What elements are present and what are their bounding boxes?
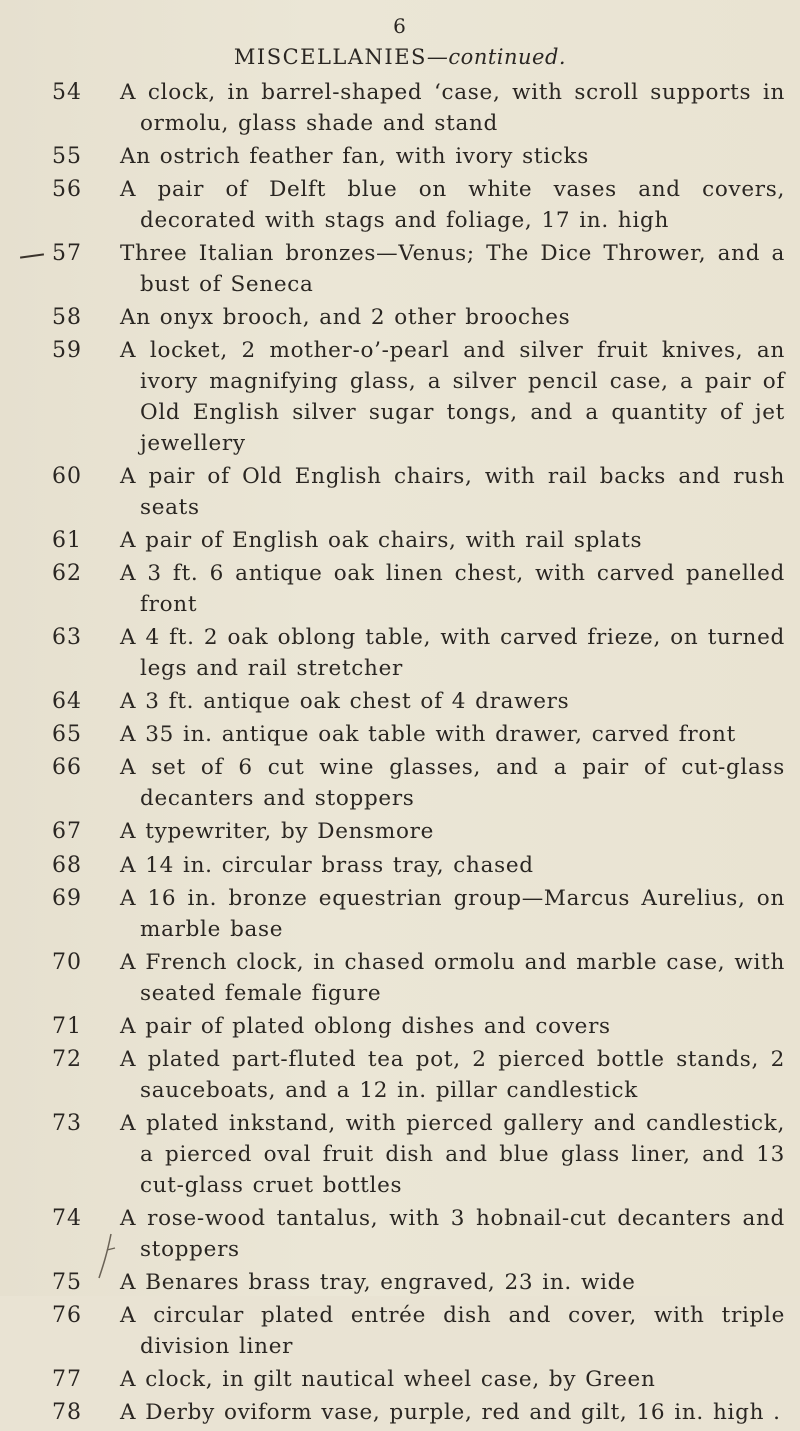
lot-description: Three Italian bronzes—Venus; The Dice Thrower, and a bust of Seneca — [120, 241, 785, 297]
lot-number: 54 — [52, 80, 82, 105]
lot-number: 57 — [52, 241, 82, 267]
lot-number: 55 — [52, 143, 82, 169]
lot-description: A locket, 2 mother-o’-pearl and silver fruit knives, an ivory magnifying glass, a silver pencil case, a pair of Old English silver sugar tongs, and a quantity of jet jewellery — [120, 338, 785, 456]
lot-number: 56 — [52, 177, 82, 203]
page-number: 6 — [393, 14, 407, 38]
lot-description: A 4 ft. 2 oak oblong table, with carved frieze, on turned legs and rail stretcher — [120, 625, 785, 681]
lot-number: 68 — [52, 852, 82, 878]
lot-number: 64 — [52, 689, 82, 715]
lot-description: A 3 ft. antique oak chest of 4 drawers — [120, 689, 570, 715]
lot-number: 59 — [52, 338, 82, 364]
lot-entry — [0, 1365, 800, 1396]
lot-entry — [0, 175, 800, 237]
lot-entry — [0, 1045, 800, 1107]
lot-entry — [0, 1301, 800, 1363]
lot-description: A plated part-fluted tea pot, 2 pierced bottle stands, 2 sauceboats, and a 12 in. pillar candlestick — [120, 1046, 785, 1103]
lot-entry — [0, 1109, 800, 1201]
lot-number: 61 — [52, 527, 82, 553]
lot-number: 73 — [52, 1110, 82, 1136]
lot-number: 71 — [52, 1013, 82, 1039]
lot-number: 62 — [52, 561, 82, 587]
lot-entry — [0, 753, 800, 815]
lot-entry — [0, 1268, 800, 1299]
lot-entry — [0, 142, 800, 173]
lot-number: 78 — [52, 1400, 82, 1426]
lot-description: A set of 6 cut wine glasses, and a pair of cut-glass decanters and stoppers — [120, 755, 785, 812]
lot-entry — [0, 303, 800, 334]
lot-description: An ostrich feather fan, with ivory sticks — [120, 143, 589, 169]
lot-description: A typewriter, by Densmore — [120, 819, 435, 845]
lot-number: 66 — [52, 755, 82, 781]
lot-description: A Derby oviform vase, purple, red and gilt, 16 in. high . — [120, 1400, 781, 1426]
section-heading — [0, 45, 800, 69]
lot-entry — [0, 78, 800, 140]
pencil-mark — [95, 1230, 117, 1280]
lot-entry — [0, 1204, 800, 1266]
lot-description: A pair of Old English chairs, with rail backs and rush seats — [120, 463, 785, 520]
lot-number: 65 — [52, 722, 82, 748]
lot-description: A clock, in barrel-shaped ‘case, with scroll supports in ormolu, glass shade and stand — [120, 80, 785, 136]
lot-description: A 16 in. bronze equestrian group—Marcus Aurelius, on marble base — [120, 885, 785, 942]
lot-entry — [0, 462, 800, 524]
lot-list — [0, 78, 800, 1431]
lot-description: A Benares brass tray, engraved, 23 in. wide — [120, 1269, 636, 1295]
lot-entry — [0, 623, 800, 685]
lot-description: A clock, in gilt nautical wheel case, by Green — [120, 1366, 656, 1392]
lot-number: 63 — [52, 625, 82, 651]
lot-description: A pair of Delft blue on white vases and covers, decorated with stags and foliage, 17 in. high — [120, 177, 785, 233]
lot-number: 67 — [52, 819, 82, 845]
lot-description: An onyx brooch, and 2 other brooches — [120, 305, 571, 331]
lot-description: A rose-wood tantalus, with 3 hobnail-cut decanters and stoppers — [120, 1205, 785, 1262]
lot-number: 60 — [52, 463, 82, 489]
section-title: MISCELLANIES — [233, 45, 427, 69]
lot-entry — [0, 720, 800, 751]
lot-entry — [0, 884, 800, 946]
pencil-tick-mark — [20, 253, 44, 258]
lot-description: A plated inkstand, with pierced gallery and candlestick, a pierced oval fruit dish and blue glass liner, and 13 cut-glass cruet bottles — [120, 1110, 785, 1198]
lot-description: A 14 in. circular brass tray, chased — [120, 852, 534, 878]
lot-number: 75 — [52, 1269, 82, 1295]
lot-entry — [0, 239, 800, 301]
lot-description: A pair of English oak chairs, with rail splats — [120, 527, 643, 553]
lot-description: A 35 in. antique oak table with drawer, carved front — [120, 722, 736, 748]
lot-description: A 3 ft. 6 antique oak linen chest, with carved panelled front — [120, 561, 785, 617]
lot-description: A circular plated entrée dish and cover, with triple division liner — [120, 1302, 785, 1359]
lot-entry — [0, 817, 800, 848]
lot-number: 72 — [52, 1046, 82, 1072]
section-continued: —continued. — [426, 45, 567, 69]
lot-entry — [0, 1398, 800, 1429]
lot-number: 58 — [52, 305, 82, 331]
lot-entry — [0, 336, 800, 459]
lot-description: A French clock, in chased ormolu and marble case, with seated female figure — [120, 949, 785, 1006]
lot-number: 70 — [52, 949, 82, 975]
lot-entry — [0, 1012, 800, 1043]
lot-number: 69 — [52, 885, 82, 911]
lot-number: 76 — [52, 1302, 82, 1328]
lot-entry — [0, 687, 800, 718]
lot-number: 74 — [52, 1205, 82, 1231]
lot-entry — [0, 526, 800, 557]
lot-entry — [0, 948, 800, 1010]
lot-entry — [0, 559, 800, 621]
lot-number: 77 — [52, 1366, 82, 1392]
lot-entry — [0, 851, 800, 882]
lot-description: A pair of plated oblong dishes and covers — [120, 1013, 611, 1039]
